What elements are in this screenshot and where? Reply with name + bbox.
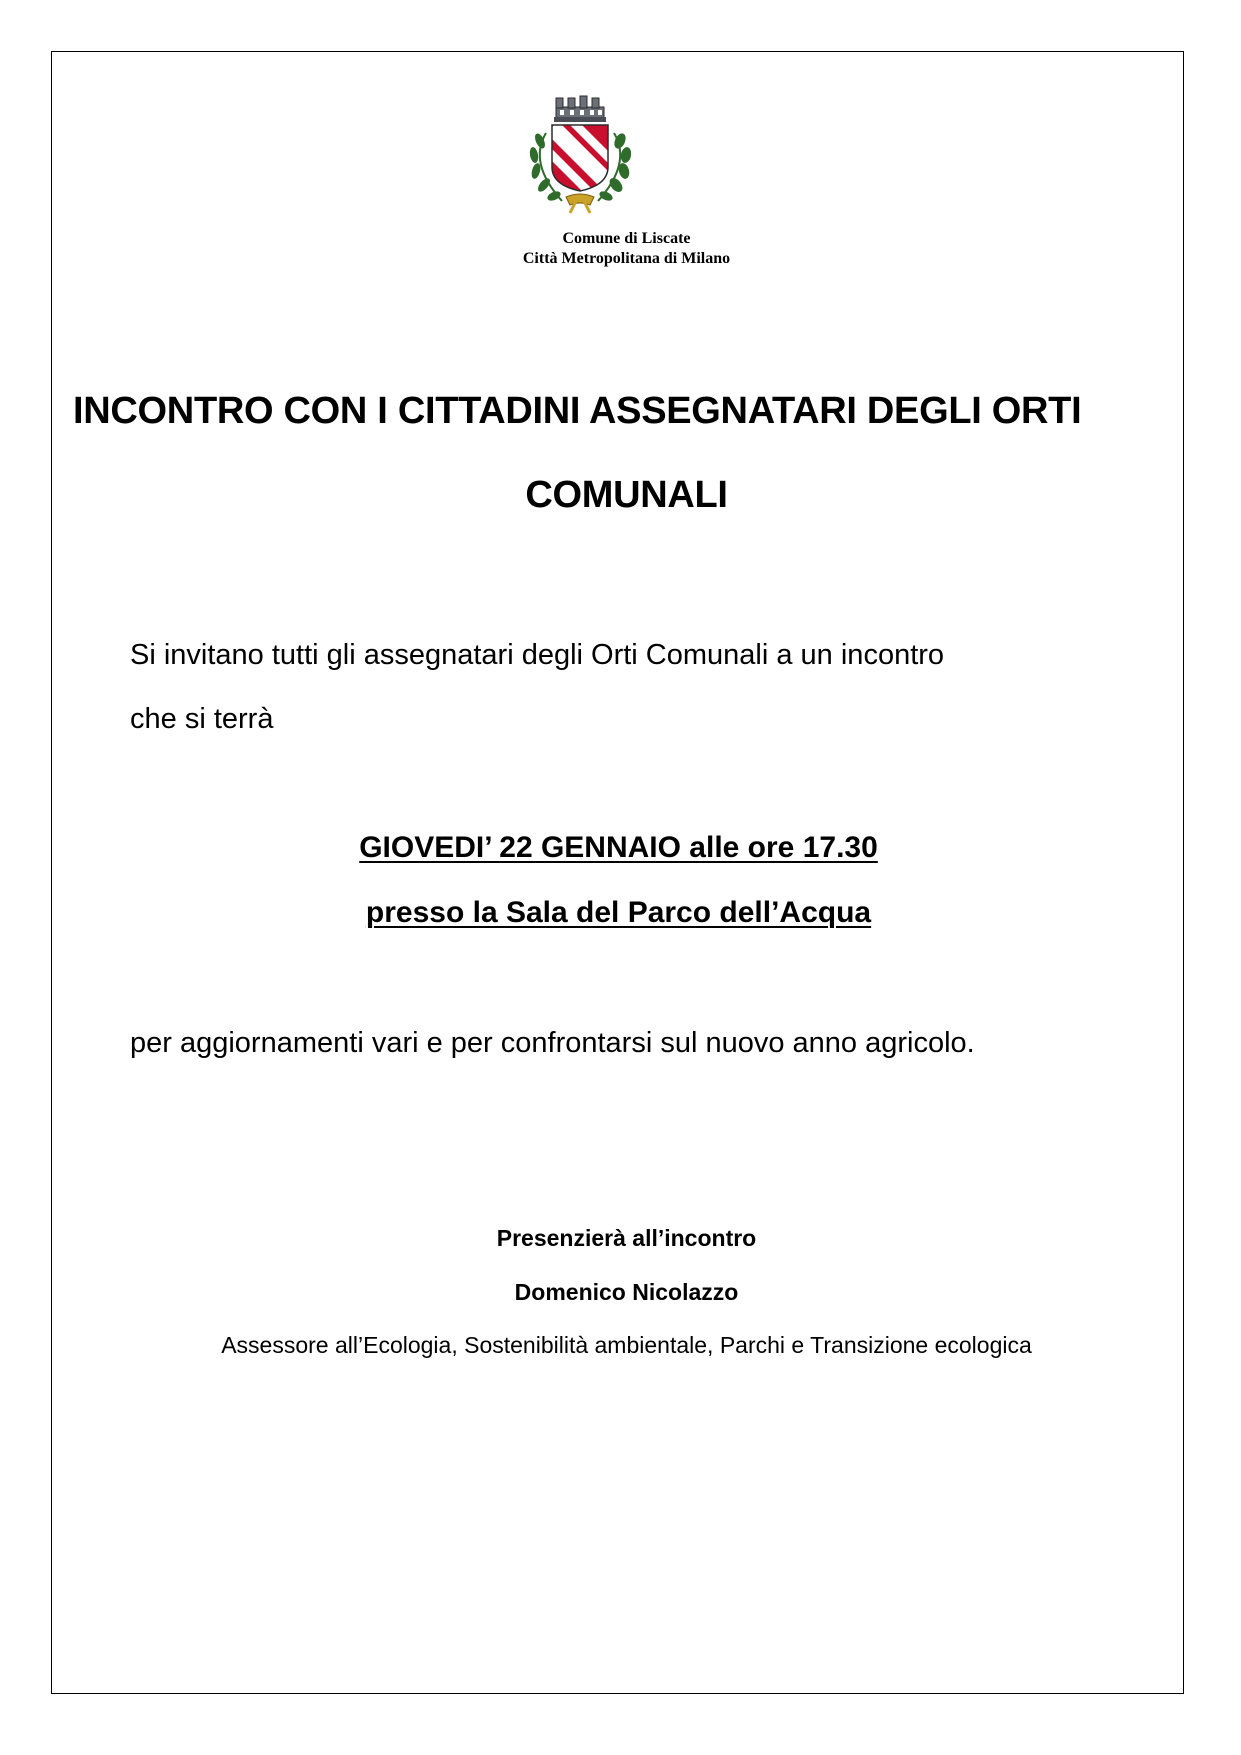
councillor-name: Domenico Nicolazzo [514,1279,739,1305]
councillor-role: Assessore all’Ecologia, Sostenibilità ambientale, Parchi e Transizione ecologica [221,1332,1032,1358]
event-location: presso la Sala del Parco dell’Acqua [365,896,872,929]
meeting-purpose: per aggiornamenti vari e per confrontarsi sul nuovo anno agricolo. [130,1027,975,1059]
invitation-line-2: che si terrà [130,703,274,735]
shield-icon [546,115,616,199]
notice-title-line-2: COMUNALI [525,474,728,516]
municipal-crest-icon [516,93,644,215]
page-border [51,51,1184,1694]
invitation-line-1: Si invitano tutti gli assegnatari degli Orti Comunali a un incontro [130,639,945,671]
municipality-name: Comune di Liscate [562,230,691,247]
crown-icon [554,96,606,122]
presence-label: Presenzierà all’incontro [496,1225,757,1251]
event-date-time: GIOVEDI’ 22 GENNAIO alle ore 17.30 [359,831,878,864]
notice-title-line-1: INCONTRO CON I CITTADINI ASSEGNATARI DEGLI ORTI [73,390,1082,432]
ribbon-icon [566,194,594,213]
metropolitan-area: Città Metropolitana di Milano [522,250,731,267]
